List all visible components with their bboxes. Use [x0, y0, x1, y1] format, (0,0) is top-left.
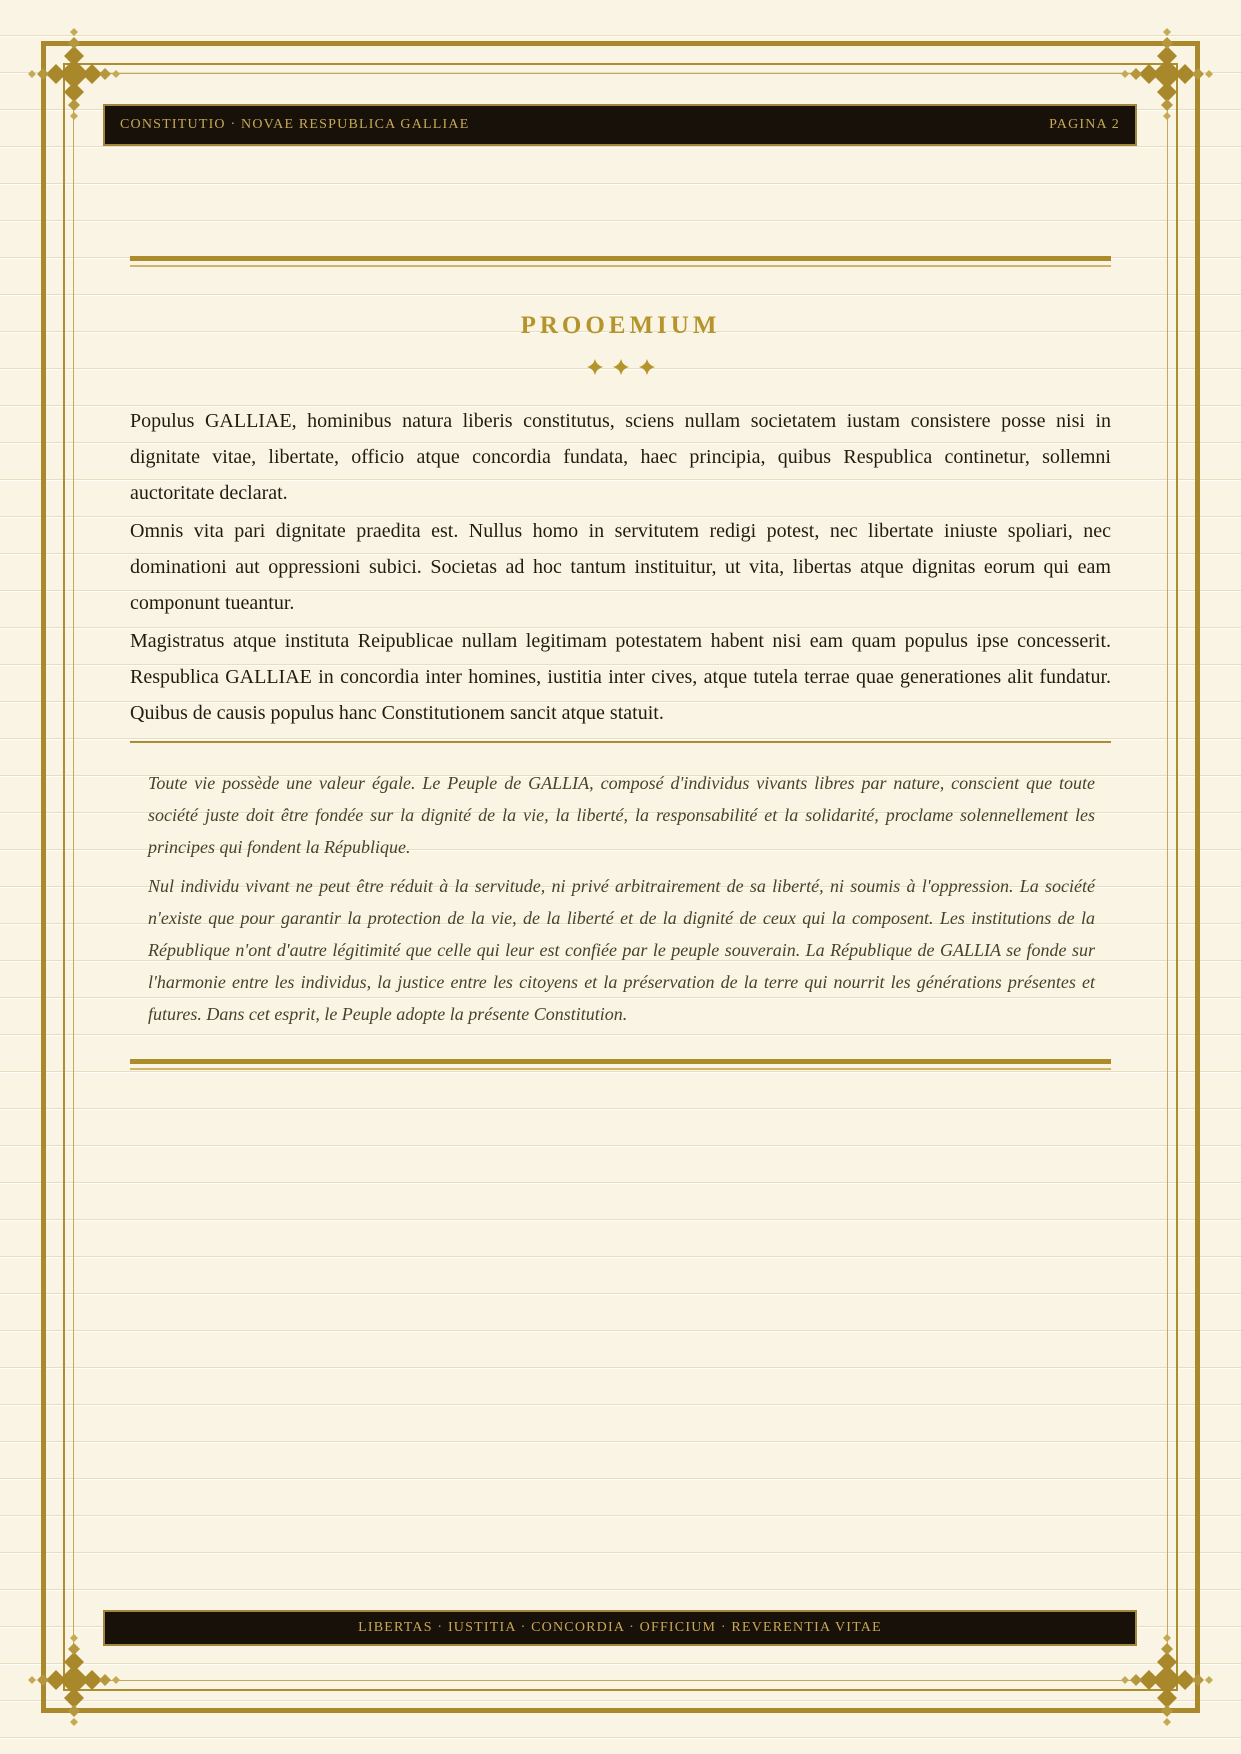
header-document-title: CONSTITUTIO · NOVAE RESPUBLICA GALLIAE [120, 117, 470, 132]
four-pointed-star-icon [613, 359, 629, 375]
four-pointed-star-icon [587, 359, 603, 375]
page-footer-bar [103, 1610, 1137, 1646]
separator-thin-line [130, 1068, 1111, 1070]
latin-preamble [130, 403, 1111, 731]
thin-rule-separator [130, 741, 1111, 743]
footer-motto: LIBERTAS · IUSTITIA · CONCORDIA · OFFICIUM · REVERENTIA VITAE [358, 1620, 882, 1635]
latin-paragraph: Magistratus atque instituta Reipublicae nullam legitimam potestatem habent nisi eam quam populus ipse concesserit. Respublica GALLIAE in concordia inter homines, iustitia inter cives, atque tutela terrae quae generationes alit fundatur. Quibus de causis populus hanc Constitutionem sancit atque statuit. [130, 630, 1111, 724]
double-rule-separator-bottom [130, 1059, 1111, 1070]
separator-thin-line [130, 265, 1111, 267]
diamond-ornament-row [130, 359, 1111, 375]
double-rule-separator-top [130, 256, 1111, 267]
document-body [130, 0, 1111, 1070]
french-paragraph: Nul individu vivant ne peut être réduit à la servitude, ni privé arbitrairement de sa liberté, ni soumis à l'oppression. La société n'existe que pour garantir la protection de la vie, de la liberté et de la dignité de ceux qui la composent. Les institutions de la République n'ont d'autre légitimité que celle qui leur est confiée par le peuple souverain. La République de GALLIA se fonde sur l'harmonie entre les individus, la justice entre les citoyens et la préservation de la terre qui nourrit les générations présentes et futures. Dans cet esprit, le Peuple adopte la présente Constitution. [148, 876, 1095, 1024]
header-page-number: PAGINA 2 [1049, 117, 1120, 132]
four-pointed-star-icon [639, 359, 655, 375]
french-paragraph: Toute vie possède une valeur égale. Le Peuple de GALLIA, composé d'individus vivants libres par nature, conscient que toute société juste doit être fondée sur la dignité de la vie, la liberté, la responsabilité et la solidarité, proclame solennellement les principes qui fondent la République. [148, 773, 1095, 857]
french-translation [130, 767, 1111, 1030]
latin-paragraph: Omnis vita pari dignitate praedita est. Nullus homo in servitutem redigi potest, nec libertate iniuste spoliari, nec dominationi aut oppressioni subici. Societas ad hoc tantum instituitur, ut vita, libertas atque dignitas eorum qui eam componunt tueantur. [130, 520, 1111, 614]
section-title: PROOEMIUM [520, 312, 721, 339]
latin-paragraph: Populus GALLIAE, hominibus natura liberis constitutus, sciens nullam societatem iustam consistere posse nisi in dignitate vitae, libertate, officio atque concordia fundata, haec principia, quibus Respublica continetur, sollemni auctoritate declarat. [130, 410, 1111, 504]
